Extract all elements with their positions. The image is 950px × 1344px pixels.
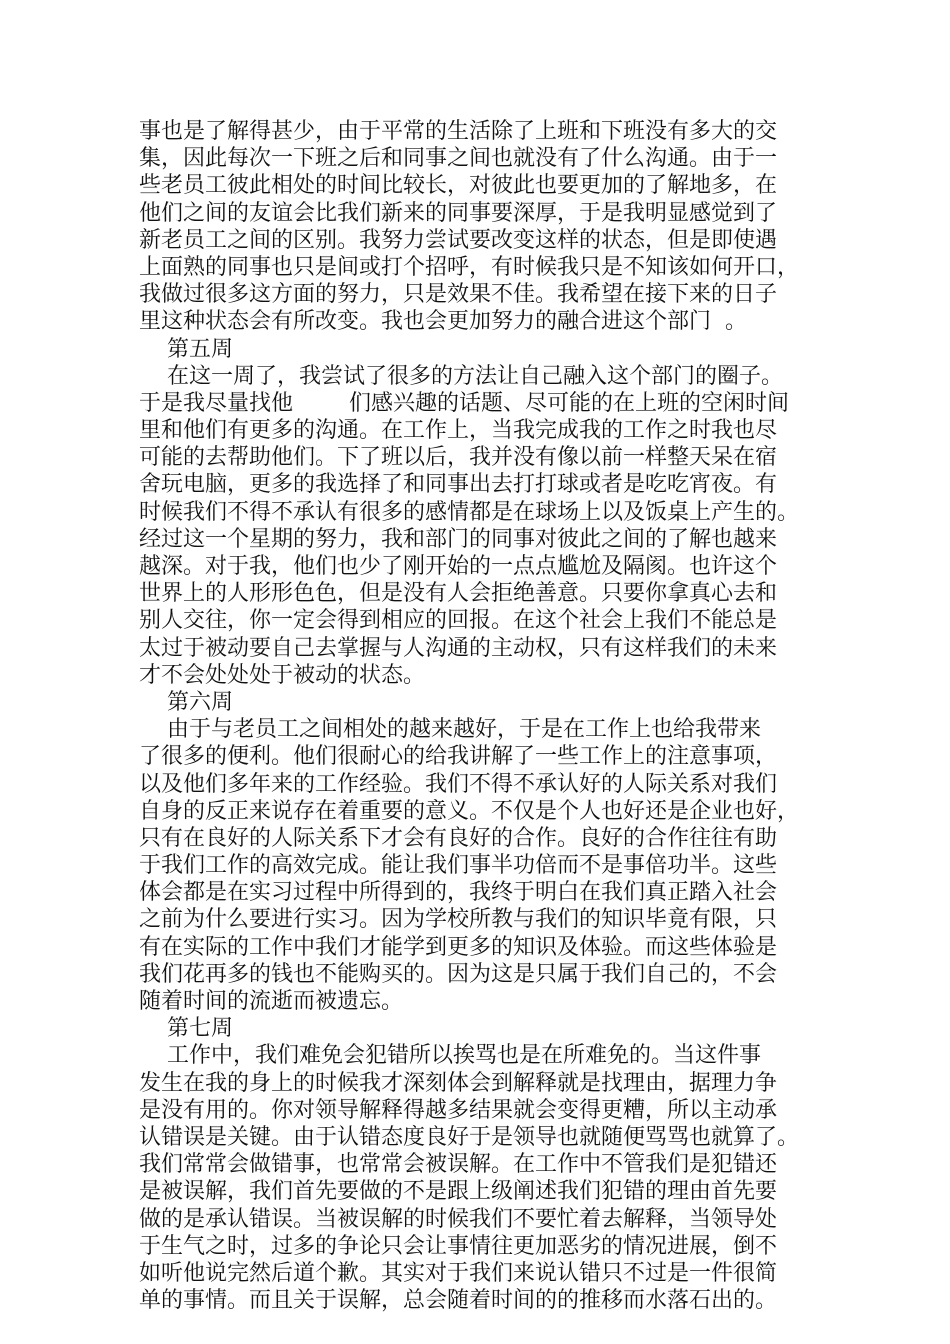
paragraph-line: 体会都是在实习过程中所得到的，我终于明白在我们真正踏入社会 (139, 880, 778, 906)
paragraph-line: 经过这一个星期的努力，我和部门的同事对彼此之间的了解也越来 (139, 526, 778, 552)
paragraph-line: 认错误是关键。由于认错态度良好于是领导也就随便骂骂也就算了。 (139, 1124, 800, 1150)
paragraph-line: 如听他说完然后道个歉。其实对于我们来说认错只不过是一件很简 (139, 1260, 778, 1286)
paragraph-line: 集，因此每次一下班之后和同事之间也就没有了什么沟通。由于一 (139, 146, 778, 172)
paragraph-line: 之前为什么要进行实习。因为学校所教与我们的知识毕竟有限，只 (139, 907, 778, 933)
paragraph-line: 工作中，我们难免会犯错所以挨骂也是在所难免的。当这件事 (139, 1043, 761, 1069)
paragraph-line: 在这一周了，我尝试了很多的方法让自己融入这个部门的圈子。 (139, 363, 783, 389)
paragraph-line: 上面熟的同事也只是间或打个招呼，有时候我只是不知该如何开口， (139, 254, 800, 280)
paragraph-line: 我们常常会做错事，也常常会被误解。在工作中不管我们是犯错还 (139, 1152, 778, 1178)
section-heading: 第七周 (139, 1016, 233, 1042)
paragraph-line: 越深。对于我，他们也少了刚开始的一点点尴尬及隔阂。也许这个 (139, 554, 778, 579)
paragraph-line: 太过于被动要自己去掌握与人沟通的主动权，只有这样我们的未来 (139, 635, 778, 661)
paragraph-line: 于生气之时，过多的争论只会让事情往更加恶劣的情况进展，倒不 (139, 1233, 778, 1259)
paragraph-line: 可能的去帮助他们。下了班以后，我并没有像以前一样整天呆在宿 (139, 445, 778, 471)
paragraph-line: 只有在良好的人际关系下才会有良好的合作。良好的合作往往有助 (139, 825, 778, 851)
paragraph-line: 他们之间的友谊会比我们新来的同事要深厚，于是我明显感觉到了 (139, 200, 778, 226)
paragraph-line: 些老员工彼此相处的时间比较长，对彼此也要更加的了解地多，在 (139, 173, 778, 199)
paragraph-line: 随着时间的流逝而被遗忘。 (139, 989, 404, 1014)
paragraph-line: 于我们工作的高效完成。能让我们事半功倍而不是事倍功半。这些 (139, 853, 778, 879)
section-heading: 第六周 (139, 689, 233, 715)
paragraph-line: 由于与老员工之间相处的越来越好，于是在工作上也给我带来 (139, 717, 761, 743)
paragraph-line: 里和他们有更多的沟通。在工作上，当我完成我的工作之时我也尽 (139, 418, 778, 444)
paragraph-line: 发生在我的身上的时候我才深刻体会到解释就是找理由，据理力争 (139, 1070, 778, 1096)
paragraph-line: 了很多的便利。他们很耐心的给我讲解了一些工作上的注意事项， (139, 744, 778, 770)
paragraph-line: 里这种状态会有所改变。我也会更加努力的融合进这个部门 。 (139, 309, 747, 335)
section-heading: 第五周 (139, 336, 233, 362)
paragraph-line: 我们花再多的钱也不能购买的。因为这是只属于我们自己的，不会 (139, 961, 778, 987)
paragraph-line: 有在实际的工作中我们才能学到更多的知识及体验。而这些体验是 (139, 934, 778, 960)
paragraph-line: 时候我们不得不承认有很多的感情都是在球场上以及饭桌上产生的。 (139, 499, 800, 525)
paragraph-line: 舍玩电脑，更多的我选择了和同事出去打打球或者是吃吃宵夜。有 (139, 472, 778, 498)
paragraph-line: 世界上的人形形色色，但是没有人会拒绝善意。只要你拿真心去和 (139, 581, 778, 607)
paragraph-line: 单的事情。而且关于误解，总会随着时间的的推移而水落石出的。 (139, 1288, 778, 1314)
paragraph-line: 做的是承认错误。当被误解的时候我们不要忙着去解释，当领导处 (139, 1206, 778, 1232)
paragraph-line: 以及他们多年来的工作经验。我们不得不承认好的人际关系对我们 (139, 771, 778, 797)
paragraph-line: 自身的反正来说存在着重要的意义。不仅是个人也好还是企业也好， (139, 798, 800, 824)
paragraph-line: 是被误解，我们首先要做的不是跟上级阐述我们犯错的理由首先要 (139, 1179, 778, 1205)
document-body (139, 118, 829, 1314)
paragraph-line: 我做过很多这方面的努力，只是效果不佳。我希望在接下来的日子 (139, 282, 778, 308)
paragraph-line: 新老员工之间的区别。我努力尝试要改变这样的状态，但是即使遇 (139, 227, 778, 253)
paragraph-line: 别人交往，你一定会得到相应的回报。在这个社会上我们不能总是 (139, 608, 778, 634)
paragraph-line: 是没有用的。你对领导解释得越多结果就会变得更糟，所以主动承 (139, 1097, 778, 1123)
paragraph-line: 才不会处处处于被动的状态。 (139, 662, 426, 688)
paragraph-line: 事也是了解得甚少，由于平常的生活除了上班和下班没有多大的交 (139, 119, 778, 144)
paragraph-line: 于是我尽量找他 们感兴趣的话题、尽可能的在上班的空闲时间 (139, 390, 789, 416)
